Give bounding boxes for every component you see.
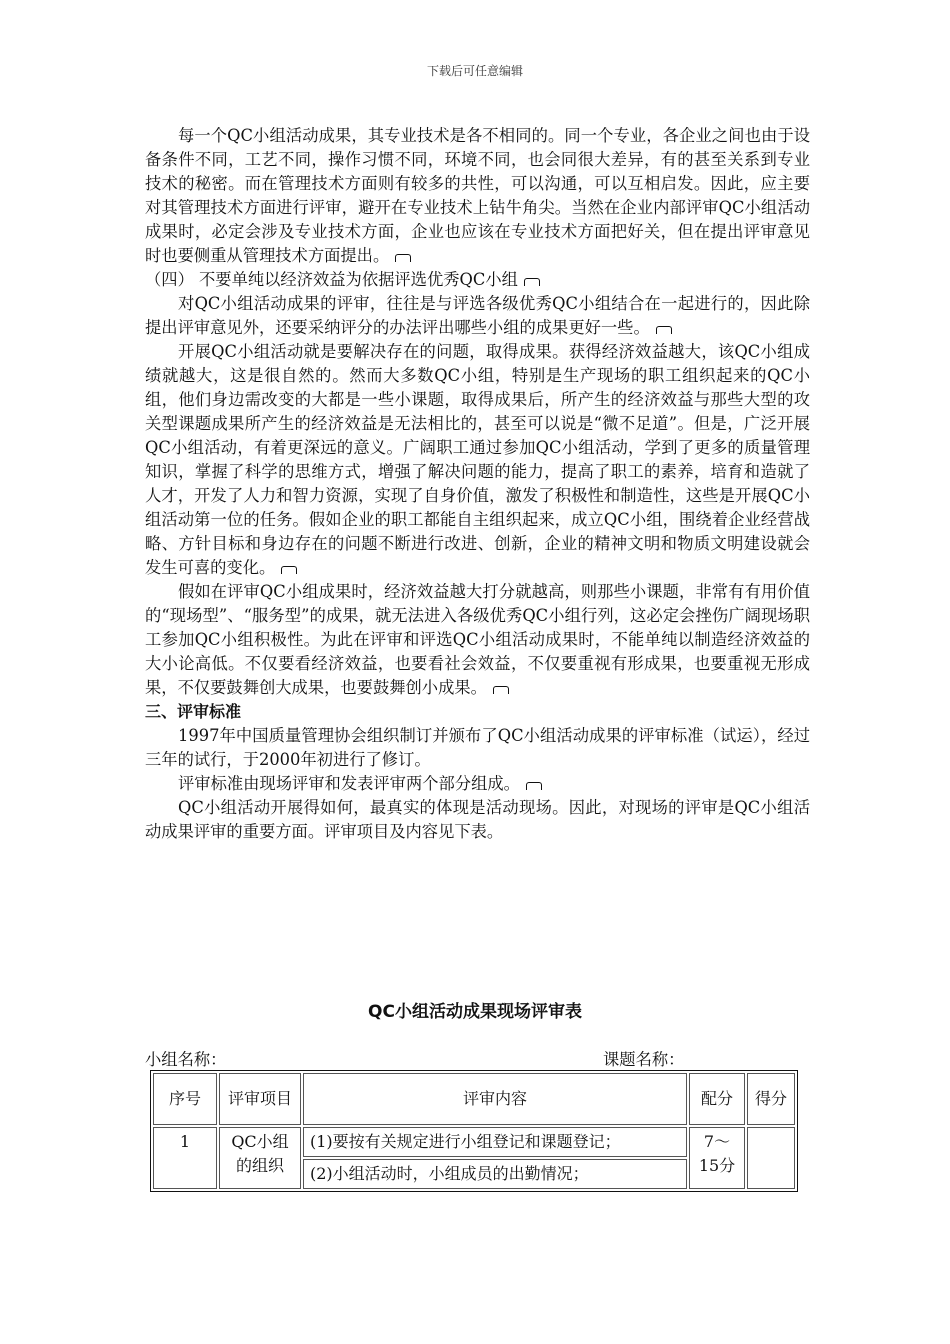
paragraph-5 [145, 724, 810, 772]
paragraph-4 [145, 580, 810, 700]
paragraph-4-text: 假如在评审QC小组成果时，经济效益越大打分就越高，则那些小课题，非常有有用价值的“现场型”、“服务型”的成果，就无法进入各级优秀QC小组行列，这必定会挫伤广阔现场职工参加QC小组积极性。为此在评审和评选QC小组活动成果时，不能单纯以制造经济效益的大小论高低。不仅要看经济效益，也要看社会效益，不仅要重视有形成果，也要重视无形成果，不仅要鼓舞创大成果，也要鼓舞创小成果。 [145, 582, 810, 697]
paragraph-7-text: QC小组活动开展得如何，最真实的体现是活动现场。因此，对现场的评审是QC小组活动成果评审的重要方面。评审项目及内容见下表。 [145, 798, 810, 841]
paragraph-mark-icon [656, 326, 672, 334]
paragraph-2 [145, 292, 810, 340]
paragraph-6-text: 评审标准由现场评审和发表评审两个部分组成。 [178, 774, 520, 793]
paragraph-mark-icon [524, 278, 540, 286]
cell-no: 1 [153, 1127, 217, 1189]
paragraph-mark-icon [493, 686, 509, 694]
header-score: 得分 [747, 1073, 795, 1125]
subheading-4 [145, 268, 810, 292]
header-no: 序号 [153, 1073, 217, 1125]
cell-points: 7～15分 [689, 1127, 745, 1189]
table-title: QC小组活动成果现场评审表 [368, 1002, 582, 1022]
review-table [150, 1070, 798, 1192]
table-row [153, 1127, 795, 1157]
paragraph-1-text: 每一个QC小组活动成果，其专业技术是各不相同的。同一个专业，各企业之间也由于设备条件不同，工艺不同，操作习惯不同，环境不同，也会同很大差异，有的甚至关系到专业技术的秘密。而在管理技术方面则有较多的共性，可以沟通，可以互相启发。因此，应主要对其管理技术方面进行评审，避开在专业技术上钻牛角尖。当然在企业内部评审QC小组活动成果时，必定会涉及专业技术方面，企业也应该在专业技术方面把好关，但在提出评审意见时也要侧重从管理技术方面提出。 [145, 126, 810, 265]
cell-content-1: (1)要按有关规定进行小组登记和课题登记； [303, 1127, 687, 1157]
cell-item: QC小组的组织 [219, 1127, 301, 1189]
group-name-label: 小组名称： [145, 1050, 227, 1069]
paragraph-3 [145, 340, 810, 580]
table-header-row [153, 1073, 795, 1125]
paragraph-mark-icon [526, 782, 542, 790]
topic-name-label: 课题名称： [603, 1050, 685, 1069]
subheading-4-text: （四） 不要单纯以经济效益为依据评选优秀QC小组 [145, 270, 518, 289]
paragraph-6 [145, 772, 810, 796]
paragraph-7 [145, 796, 810, 844]
cell-score [747, 1127, 795, 1189]
paragraph-1 [145, 124, 810, 268]
header-item: 评审项目 [219, 1073, 301, 1125]
cell-content-2: (2)小组活动时，小组成员的出勤情况； [303, 1159, 687, 1189]
paragraph-5-text: 1997年中国质量管理协会组织制订并颁布了QC小组活动成果的评审标准（试运），经过三年的试行，于2000年初进行了修订。 [145, 726, 810, 769]
paragraph-mark-icon [395, 254, 411, 262]
paragraph-mark-icon [281, 566, 297, 574]
section-heading-3: 三、评审标准 [145, 702, 242, 721]
header-content: 评审内容 [303, 1073, 687, 1125]
paragraph-3-text: 开展QC小组活动就是要解决存在的问题，取得成果。获得经济效益越大，该QC小组成绩就越大，这是很自然的。然而大多数QC小组，特别是生产现场的职工组织起来的QC小组，他们身边需改变的大都是一些小课题，取得成果后，所产生的经济效益与那些大型的攻关型课题成果所产生的经济效益是无法相比的，甚至可以说是“微不足道”。但是，广泛开展QC小组活动，有着更深远的意义。广阔职工通过参加QC小组活动，学到了更多的质量管理知识，掌握了科学的思维方式，增强了解决问题的能力，提高了职工的素养，培育和造就了人才，开发了人力和智力资源，实现了自身价值，激发了积极性和制造性，这些是开展QC小组活动第一位的任务。假如企业的职工都能自主组织起来，成立QC小组，围绕着企业经营战略、方针目标和身边存在的问题不断进行改进、创新，企业的精神文明和物质文明建设就会发生可喜的变化。 [145, 342, 810, 577]
header-points: 配分 [689, 1073, 745, 1125]
document-body [145, 124, 810, 844]
paragraph-2-text: 对QC小组活动成果的评审，往往是与评选各级优秀QC小组结合在一起进行的，因此除提出评审意见外，还要采纳评分的办法评出哪些小组的成果更好一些。 [145, 294, 810, 337]
page-header: 下载后可任意编辑 [426, 64, 523, 78]
